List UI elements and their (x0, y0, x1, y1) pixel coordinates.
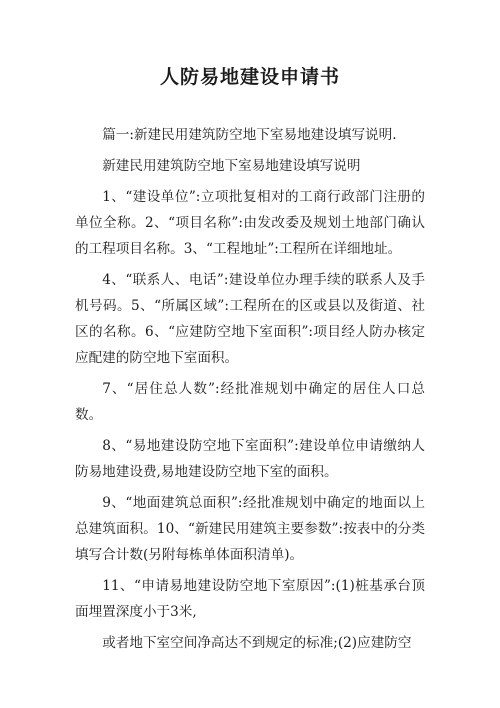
paragraph: 7、“居住总人数”:经批准规划中确定的居住人口总数。 (75, 381, 425, 423)
paragraph: 8、“易地建设防空地下室面积”:建设单位申请缴纳人防易地建设费,易地建设防空地下室的面积。 (75, 438, 425, 480)
document-title: 人防易地建设申请书 (159, 66, 340, 88)
paragraph: 或者地下室空间净高达不到规定的标准;(2)应建防空 (102, 635, 412, 651)
paragraph: 新建民用建筑防空地下室易地建设填写说明 (102, 158, 361, 174)
paragraph: 篇一:新建民用建筑防空地下室易地建设填写说明. (102, 127, 397, 143)
paragraph: 11、“申请易地建设防空地下室原因”:(1)桩基承台顶面埋置深度小于3米, (75, 578, 425, 620)
paragraph: 1、“建设单位”:立项批复相对的工商行政部门注册的单位全称。2、“项目名称”:由发改委及规划土地部门确认的工程项目名称。3、“工程地址”:工程所在详细地址。 (75, 189, 425, 257)
paragraph: 9、“地面建筑总面积”:经批准规划中确定的地面以上总建筑面积。10、“新建民用建筑主要参数”:按表中的分类填写合计数(另附每栋单体面积清单)。 (75, 495, 425, 563)
paragraph: 4、“联系人、电话”:建设单位办理手续的联系人及手机号码。5、“所属区域”:工程所在的区或县以及街道、社区的名称。6、“应建防空地下室面积”:项目经人防办核定应配建的防空地下室面积。 (75, 272, 425, 366)
document-body (75, 122, 425, 661)
